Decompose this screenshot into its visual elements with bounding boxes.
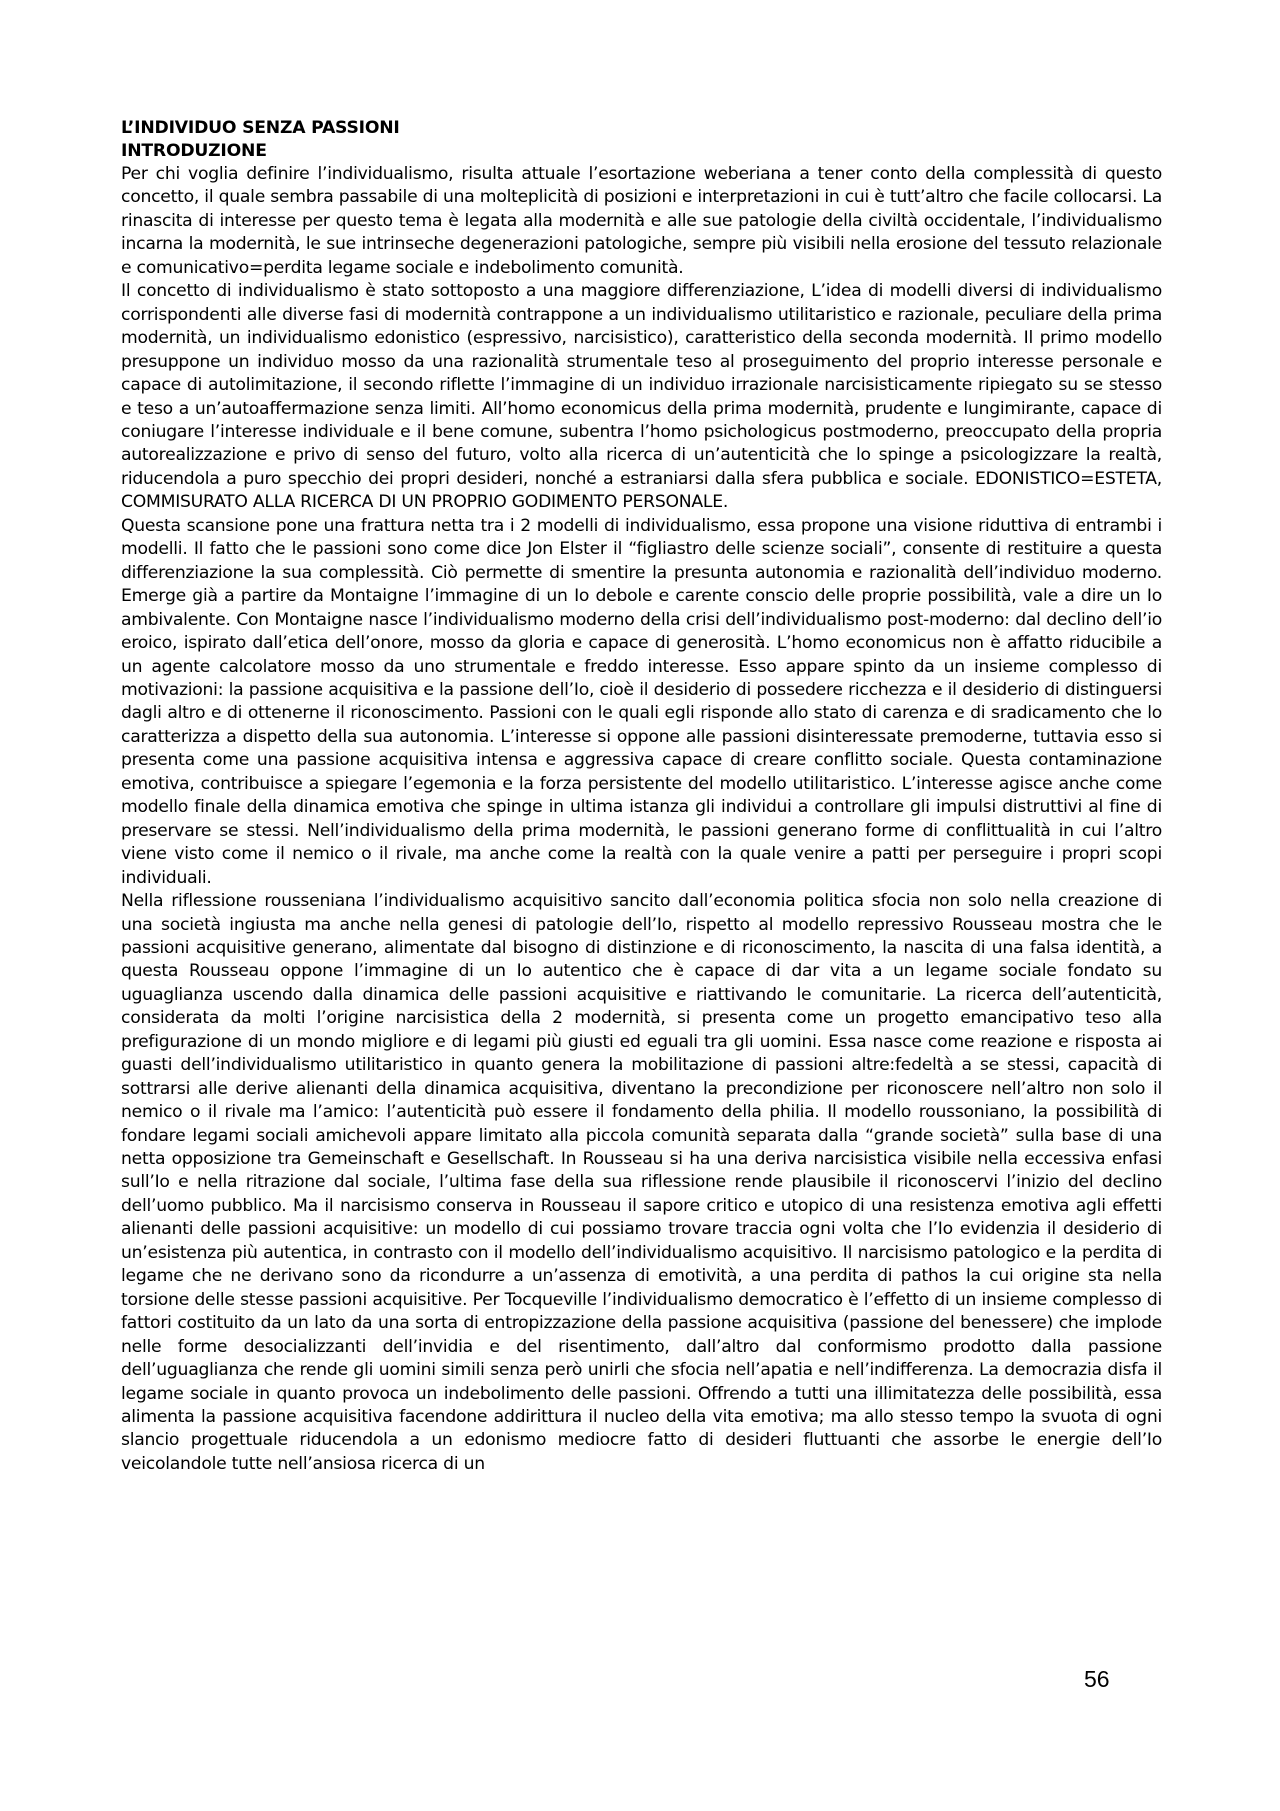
- page-number: 56: [1084, 1666, 1110, 1692]
- document-title: L’INDIVIDUO SENZA PASSIONI: [121, 118, 400, 138]
- paragraph-3: Questa scansione pone una frattura netta tra i 2 modelli di individualismo, essa propone una visione riduttiva di entrambi i modelli. Il fatto che le passioni sono come dice Jon Elster il “figliastro delle scienze sociali”, consente di restituire a questa differenziazione la sua complessità. Ciò permette di smentire la presunta autonomia e razionalità dell’individuo moderno. Emerge già a partire da Montaigne l’immagine di un Io debole e carente conscio delle proprie possibilità, vale a dire un Io ambivalente. Con Montaigne nasce l’individualismo moderno della crisi dell’individualismo post-moderno: dal declino dell’io eroico, ispirato dall’etica dell’onore, mosso da gloria e capace di generosità. L’homo economicus non è affatto riducibile a un agente calcolatore mosso da uno strumentale e freddo interesse. Esso appare spinto da un insieme complesso di motivazioni: la passione acquisitiva e la passione dell’Io, cioè il desiderio di possedere ricchezza e il desiderio di distinguersi dagli altro e di ottenerne il riconoscimento. Passioni con le quali egli risponde allo stato di carenza e di sradicamento che lo caratterizza a dispetto della sua autonomia. L’interesse si oppone alle passioni disinteressate premoderne, tuttavia esso si presenta come una passione acquisitiva intensa e aggressiva capace di creare conflitto sociale. Questa contaminazione emotiva, contribuisce a spiegare l’egemonia e la forza persistente del modello utilitaristico. L’interesse agisce anche come modello finale della dinamica emotiva che spinge in ultima istanza gli individui a controllare gli impulsi distruttivi al fine di preservare se stessi. Nell’individualismo della prima modernità, le passioni generano forme di conflittualità in cui l’altro viene visto come il nemico o il rivale, ma anche come la realtà con la quale venire a patti per perseguire i propri scopi individuali.: [121, 515, 1162, 888]
- section-heading: INTRODUZIONE: [121, 141, 267, 161]
- paragraph-2: Il concetto di individualismo è stato sottoposto a una maggiore differenziazione, L’idea di modelli diversi di individualismo corrispondenti alle diverse fasi di modernità contrappone a un individualismo utilitaristico e razionale, peculiare della prima modernità, un individualismo edonistico (espressivo, narcisistico), caratteristico della seconda modernità. Il primo modello presuppone un individuo mosso da una razionalità strumentale teso al proseguimento del proprio interesse personale e capace di autolimitazione, il secondo riflette l’immagine di un individuo irrazionale narcisisticamente ripiegato su se stesso e teso a un’autoaffermazione senza limiti. All’homo economicus della prima modernità, prudente e lungimirante, capace di coniugare l’interesse individuale e il bene comune, subentra l’homo psichologicus postmoderno, preoccupato della propria autorealizzazione e privo di senso del futuro, volto alla ricerca di un’autenticità che lo spinge a psicologizzare la realtà, riducendola a puro specchio dei propri desideri, nonché a estraniarsi dalla sfera pubblica e sociale. EDONISTICO=ESTETA, COMMISURATO ALLA RICERCA DI UN PROPRIO GODIMENTO PERSONALE.: [121, 281, 1162, 513]
- paragraph-1: Per chi voglia definire l’individualismo, risulta attuale l’esortazione weberiana a tener conto della complessità di questo concetto, il quale sembra passabile di una molteplicità di posizioni e interpretazioni in cui è tutt’altro che facile collocarsi. La rinascita di interesse per questo tema è legata alla modernità e alle sue patologie della civiltà occidentale, l’individualismo incarna la modernità, le sue intrinseche degenerazioni patologiche, sempre più visibili nella erosione del tessuto relazionale e comunicativo=perdita legame sociale e indebolimento comunità.: [121, 164, 1162, 278]
- paragraph-4: Nella riflessione rousseniana l’individualismo acquisitivo sancito dall’economia politica sfocia non solo nella creazione di una società ingiusta ma anche nella genesi di patologie dell’Io, rispetto al modello repressivo Rousseau mostra che le passioni acquisitive generano, alimentate dal bisogno di distinzione e di riconoscimento, la nascita di una falsa identità, a questa Rousseau oppone l’immagine di un Io autentico che è capace di dar vita a un legame sociale fondato su uguaglianza uscendo dalla dinamica delle passioni acquisitive e riattivando le comunitarie. La ricerca dell’autenticità, considerata da molti l’origine narcisistica della 2 modernità, si presenta come un progetto emancipativo teso alla prefigurazione di un mondo migliore e di legami più giusti ed eguali tra gli uomini. Essa nasce come reazione e risposta ai guasti dell’individualismo utilitaristico in quanto genera la mobilitazione di passioni altre:fedeltà a se stessi, capacità di sottrarsi alle derive alienanti della dinamica acquisitiva, diventano la precondizione per riconoscere nell’altro non solo il nemico o il rivale ma l’amico: l’autenticità può essere il fondamento della philia. Il modello roussoniano, la possibilità di fondare legami sociali amichevoli appare limitato alla piccola comunità separata dalla “grande società” sulla base di una netta opposizione tra Gemeinschaft e Gesellschaft. In Rousseau si ha una deriva narcisistica visibile nella eccessiva enfasi sull’Io e nella ritrazione dal sociale, l’ultima fase della sua riflessione rende plausibile il riconoscervi l’inizio del declino dell’uomo pubblico. Ma il narcisismo conserva in Rousseau il sapore critico e utopico di una resistenza emotiva agli effetti alienanti delle passioni acquisitive: un modello di cui possiamo trovare traccia ogni volta che l’Io evidenzia il desiderio di un’esistenza più autentica, in contrasto con il modello dell’individualismo acquisitivo. Il narcisismo patologico e la perdita di legame che ne derivano sono da ricondurre a un’assenza di emotività, a una perdita di pathos la cui origine sta nella torsione delle stesse passioni acquisitive. Per Tocqueville l’individualismo democratico è l’effetto di un insieme complesso di fattori costituito da un lato da una sorta di entropizzazione della passione acquisitiva (passione del benessere) che implode nelle forme desocializzanti dell’invidia e del risentimento, dall’altro dal conformismo prodotto dalla passione dell’uguaglianza che rende gli uomini simili senza però unirli che sfocia nell’apatia e nell’indifferenza. La democrazia disfa il legame sociale in quanto provoca un indebolimento delle passioni. Offrendo a tutti una illimitatezza delle possibilità, essa alimenta la passione acquisitiva facendone addirittura il nucleo della vita emotiva; ma allo stesso tempo la svuota di ogni slancio progettuale riducendola a un edonismo mediocre fatto di desideri fluttuanti che assorbe le energie dell’Io veicolandole tutte nell’ansiosa ricerca di un: [121, 891, 1162, 1474]
- document-page: [121, 116, 1162, 1476]
